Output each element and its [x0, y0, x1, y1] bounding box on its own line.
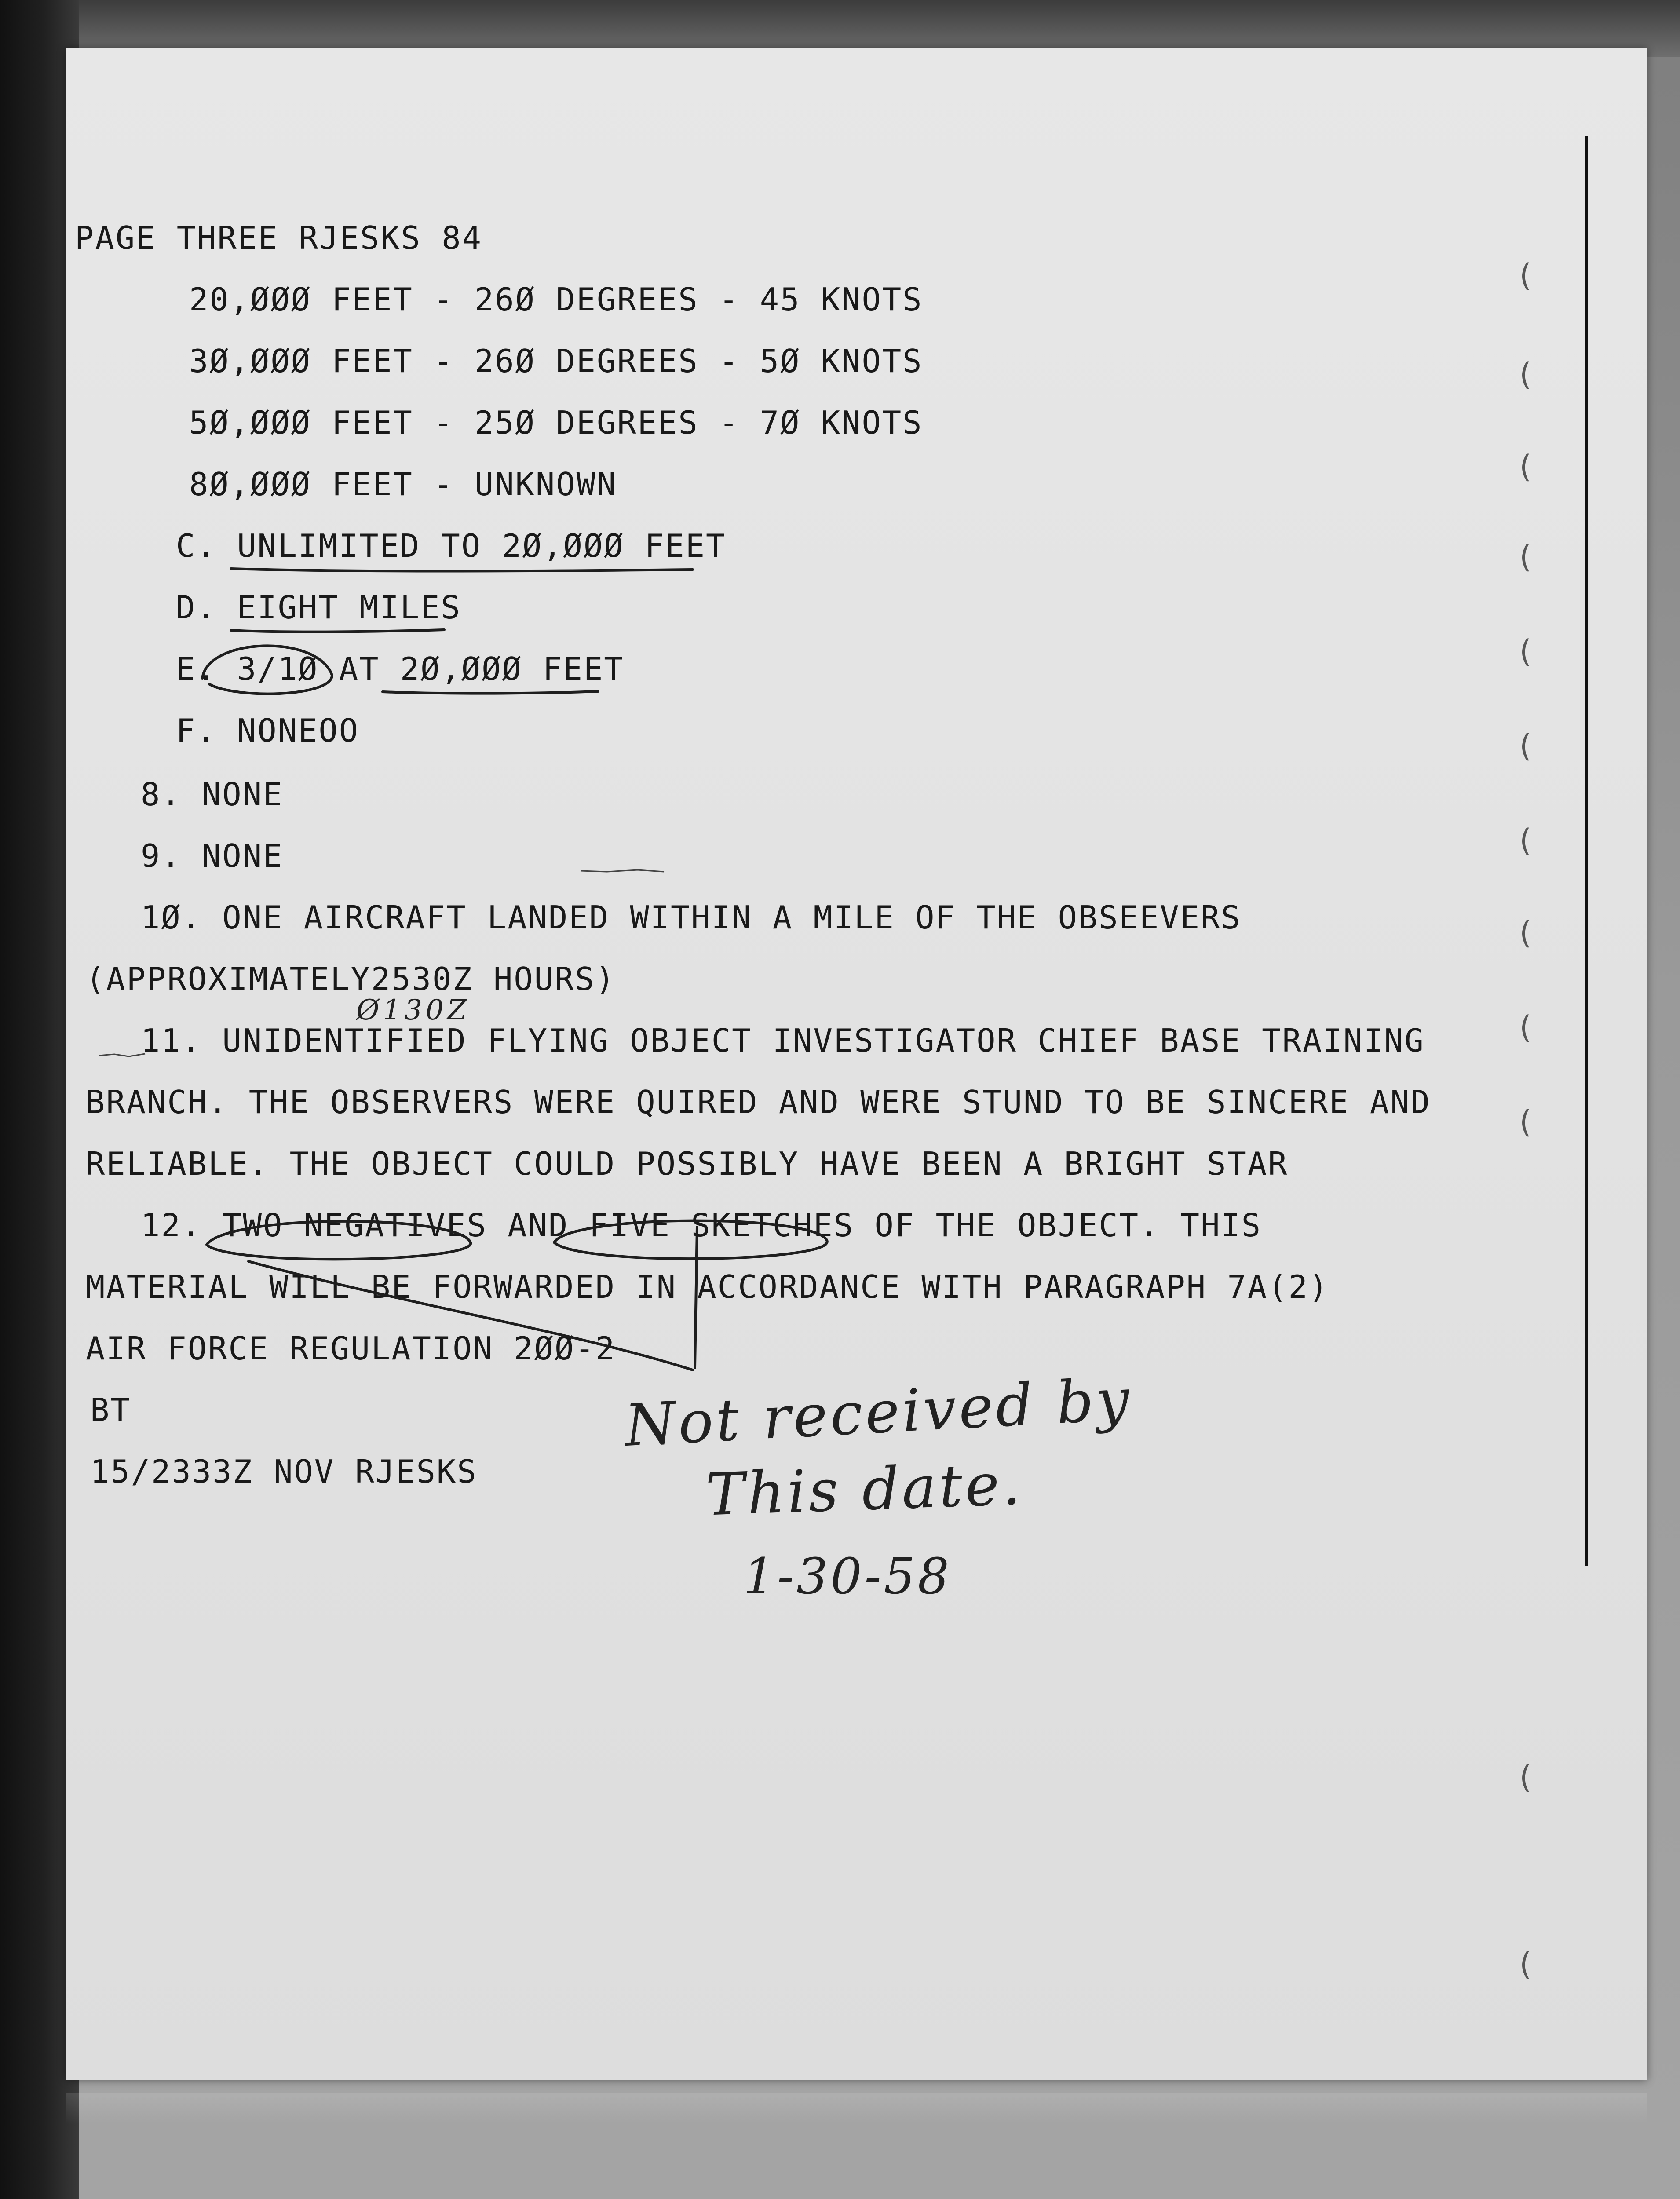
item-d: D. EIGHT MILES	[176, 589, 461, 626]
handwritten-note-date: 1-30-58	[743, 1548, 952, 1605]
date-time-group: 15/2333Z NOV RJESKS	[90, 1453, 478, 1490]
item-11-continuation-1: BRANCH. THE OBSERVERS WERE QUIRED AND WERE STUND TO BE SINCERE AND	[86, 1084, 1431, 1121]
item-f: F. NONEOO	[176, 712, 360, 749]
break-marker: BT	[90, 1392, 131, 1428]
weather-line-30000: 3Ø,ØØØ FEET - 26Ø DEGREES - 5Ø KNOTS	[189, 343, 923, 380]
item-12-continuation-1: MATERIAL WILL BE FORWARDED IN ACCORDANCE WITH PARAGRAPH 7A(2)	[86, 1268, 1329, 1305]
item-10: 1Ø. ONE AIRCRAFT LANDED WITHIN A MILE OF THE OBSEEVERS	[141, 899, 1242, 936]
handwritten-note-line-2: This date.	[705, 1450, 1024, 1529]
weather-line-50000: 5Ø,ØØØ FEET - 25Ø DEGREES - 7Ø KNOTS	[189, 404, 923, 441]
item-11: 11. UNIDENTIFIED FLYING OBJECT INVESTIGATOR CHIEF BASE TRAINING	[141, 1022, 1425, 1059]
weather-line-20000: 20,ØØØ FEET - 26Ø DEGREES - 45 KNOTS	[189, 281, 923, 318]
item-8: 8. NONE	[141, 776, 284, 813]
item-e: E. 3/1Ø AT 2Ø,ØØØ FEET	[176, 650, 625, 687]
item-12-continuation-2: AIR FORCE REGULATION 2ØØ-2	[86, 1330, 616, 1367]
item-9: 9. NONE	[141, 837, 284, 874]
item-c: C. UNLIMITED TO 2Ø,ØØØ FEET	[176, 527, 727, 564]
weather-line-80000: 8Ø,ØØØ FEET - UNKNOWN	[189, 466, 617, 503]
item-11-continuation-2: RELIABLE. THE OBJECT COULD POSSIBLY HAVE BEEN A BRIGHT STAR	[86, 1145, 1289, 1182]
item-12: 12. TWO NEGATIVES AND FIVE SKETCHES OF THE OBJECT. THIS	[141, 1207, 1262, 1244]
handwritten-note-line-1: Not received by	[623, 1365, 1133, 1460]
handwritten-time-note: Ø130Z	[356, 994, 471, 1026]
page-header: PAGE THREE RJESKS 84	[75, 219, 482, 256]
item-10-continuation: (APPROXIMATELY2530Z HOURS)	[86, 961, 616, 997]
